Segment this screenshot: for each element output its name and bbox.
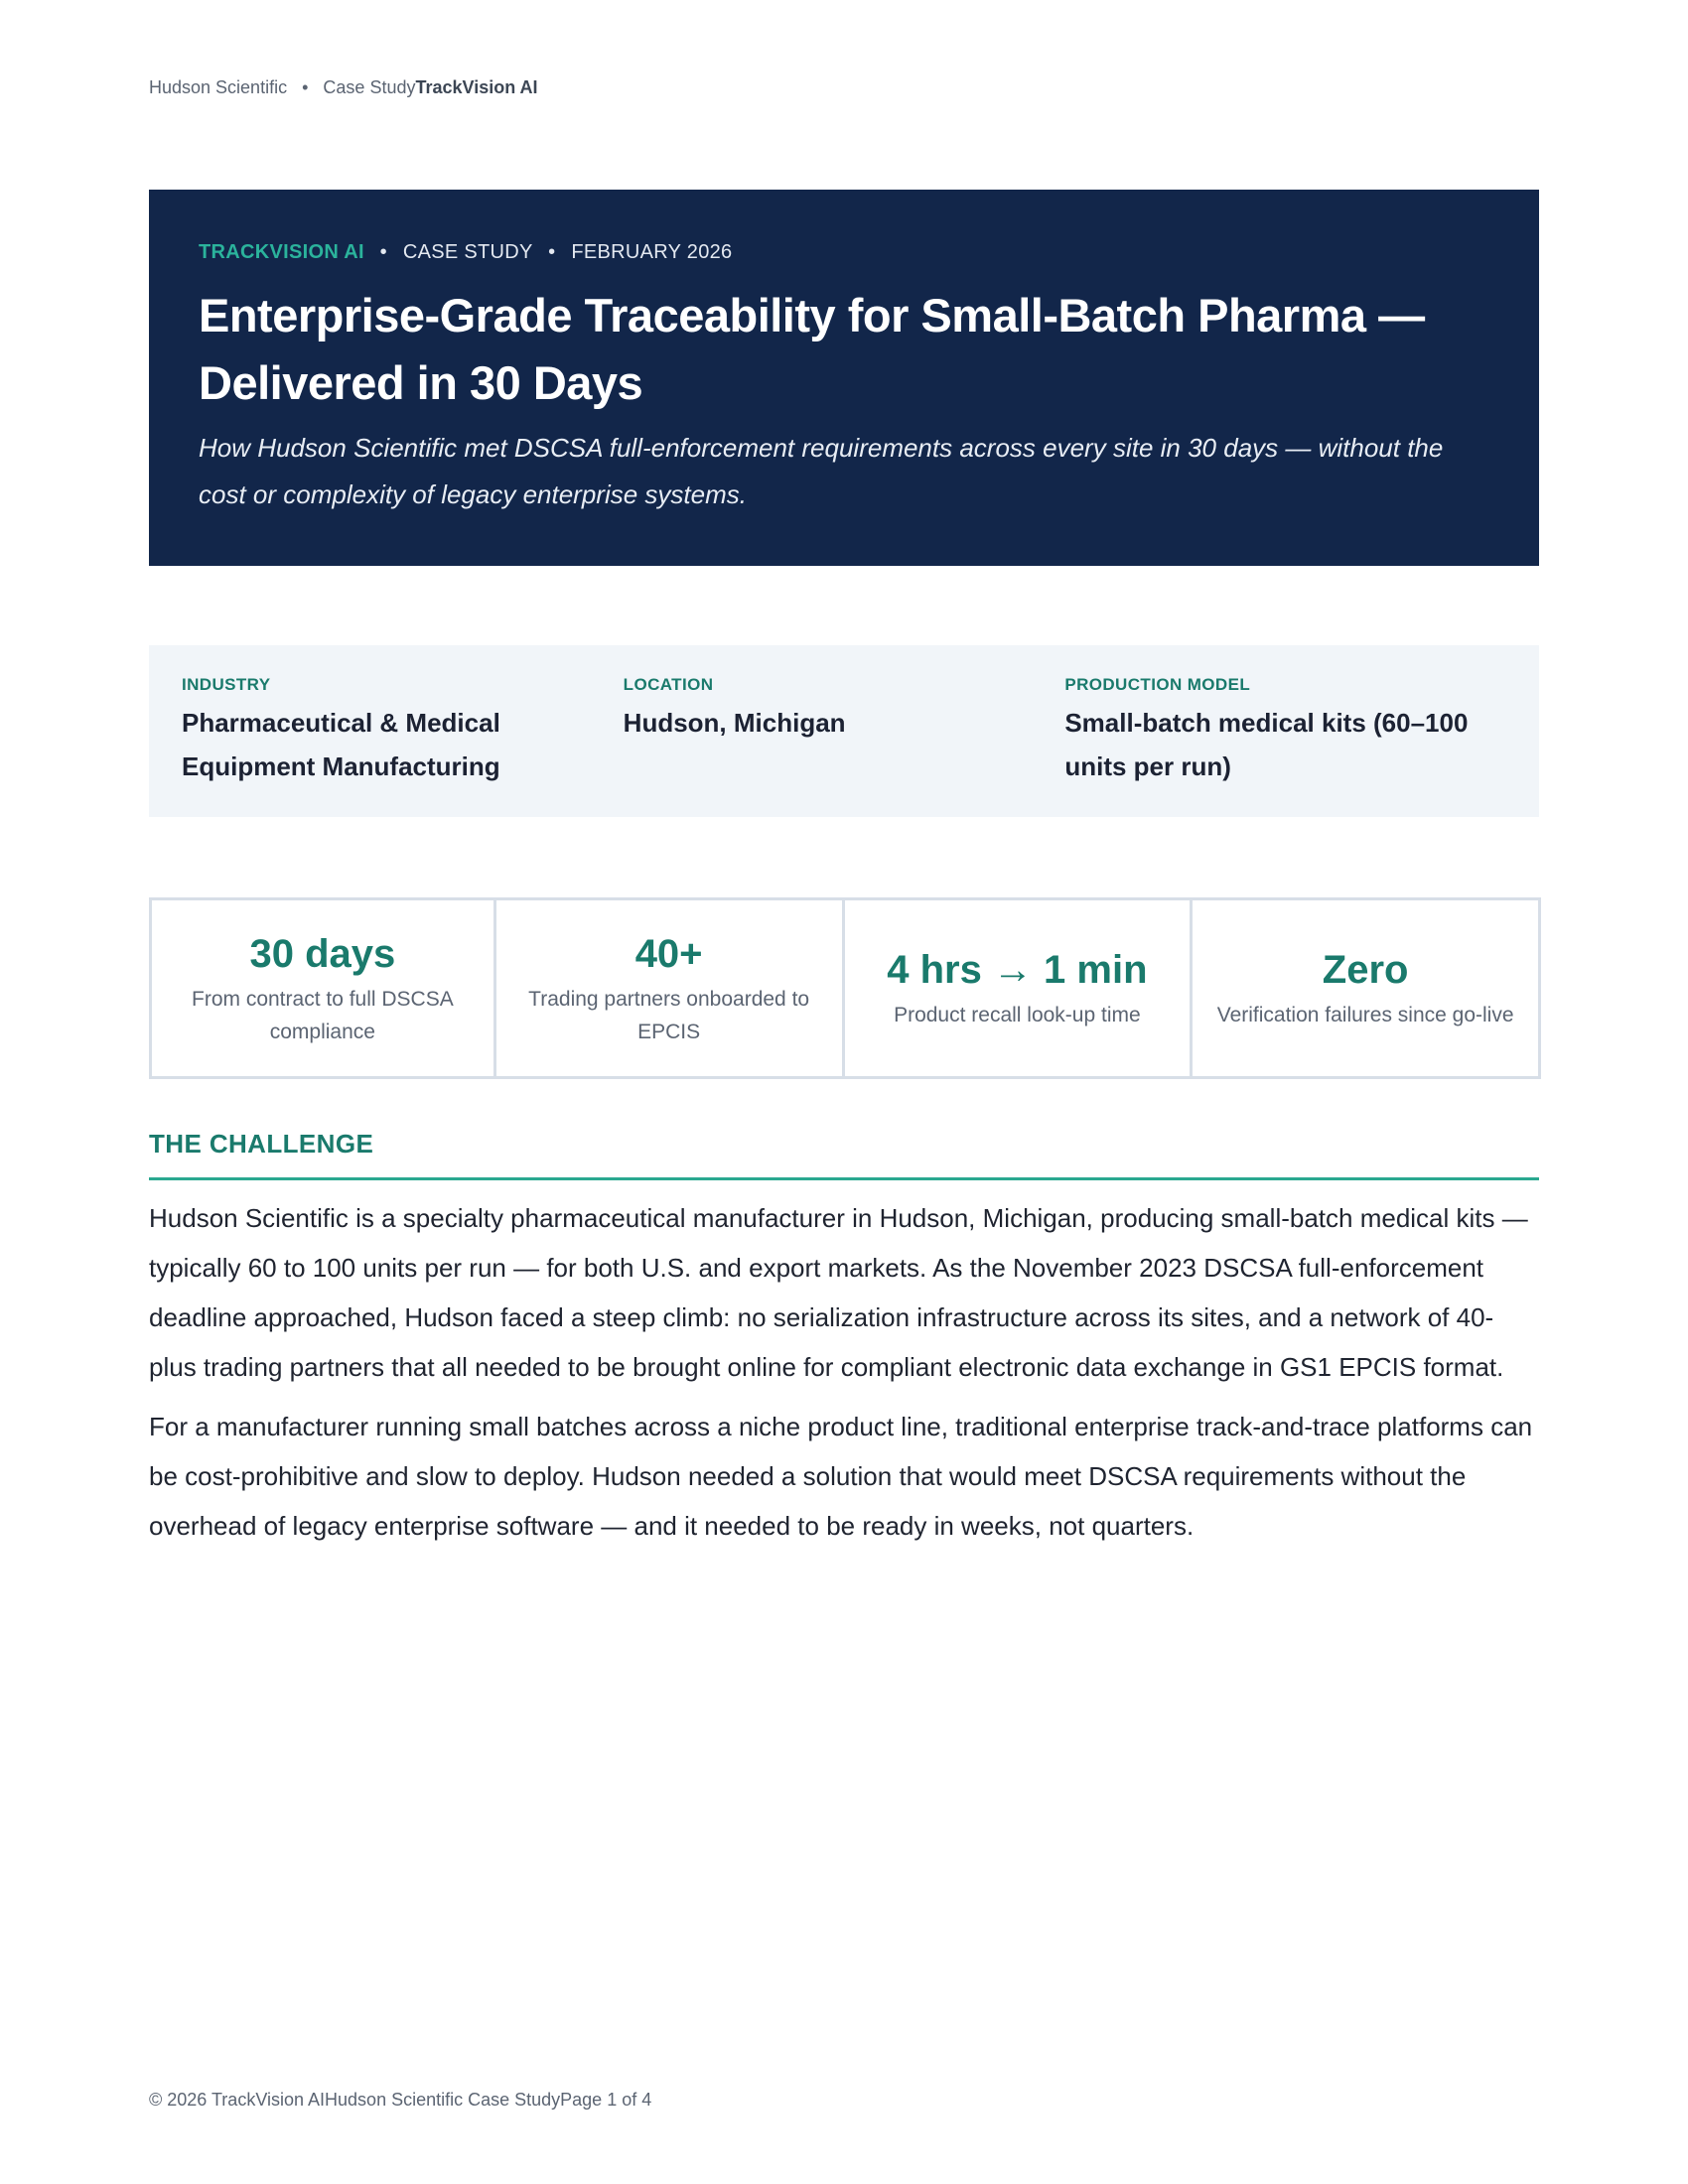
stat-card <box>845 897 1194 1079</box>
stat-value: 4 hrs → 1 min <box>887 948 1148 992</box>
stat-label: Verification failures since go-live <box>1216 1004 1514 1026</box>
stat-value: Zero <box>1322 948 1409 992</box>
key-stats <box>149 897 1541 1079</box>
hero-meta <box>199 241 1489 264</box>
hero-tag: TRACKVISION AI <box>199 241 364 263</box>
body-paragraph: For a manufacturer running small batches across a niche product line, traditional enterprise track-and-trace platforms can be cost-prohibitive and slow to deploy. Hudson needed a solution that would meet DSCSA requirements without the overhead of legacy enterprise software — and it needed to be ready in weeks, not quarters. <box>149 1412 1533 1541</box>
footer-title: Hudson Scientific Case Study <box>325 2090 561 2110</box>
info-value: Small-batch medical kits (60–100 units per run) <box>1064 708 1469 781</box>
info-production-model <box>1064 675 1506 817</box>
info-location <box>624 675 1065 817</box>
stat-label: From contract to full DSCSA compliance <box>192 987 454 1043</box>
page-title: Enterprise-Grade Traceability for Small-Batch Pharma — Delivered in 30 Days <box>199 289 1425 409</box>
info-label: INDUSTRY <box>182 675 271 694</box>
body-paragraph: Hudson Scientific is a specialty pharmaceutical manufacturer in Hudson, Michigan, producing small-batch medical kits — typically 60 to 100 units per run — for both U.S. and export markets. As the November 2023 DSCSA full-enforcement deadline approached, Hudson faced a steep climb: no serialization infrastructure across its sites, and a network of 40-plus trading partners that all needed to be brought online for compliant electronic data exchange in GS1 EPCIS format. <box>149 1203 1528 1382</box>
hero-date: FEBRUARY 2026 <box>571 241 733 263</box>
info-value: Pharmaceutical & Medical Equipment Manufacturing <box>182 708 500 781</box>
running-header <box>149 77 538 98</box>
stat-card <box>1193 897 1541 1079</box>
stat-card <box>149 897 496 1079</box>
page-subtitle: How Hudson Scientific met DSCSA full-enforcement requirements across every site in 30 days — without the cost or complexity of legacy enterprise systems. <box>199 433 1444 509</box>
running-footer <box>149 2090 651 2111</box>
company-info-panel <box>149 645 1539 817</box>
hero-separator-1: • <box>379 241 387 263</box>
stat-label: Trading partners onboarded to EPCIS <box>528 987 810 1043</box>
header-company: Hudson Scientific <box>149 77 288 97</box>
section-title: THE CHALLENGE <box>149 1129 374 1159</box>
hero-separator-2: • <box>548 241 556 263</box>
challenge-body <box>149 1193 1539 1561</box>
stat-label: Product recall look-up time <box>894 1004 1141 1026</box>
info-value: Hudson, Michigan <box>623 708 846 738</box>
footer-page-number: Page 1 of 4 <box>560 2090 652 2110</box>
footer-copyright: © 2026 TrackVision AI <box>149 2090 326 2110</box>
header-separator: • <box>302 77 309 97</box>
info-label: LOCATION <box>623 675 714 694</box>
header-brand: TrackVision AI <box>415 77 538 97</box>
stat-card <box>496 897 845 1079</box>
hero-banner <box>149 190 1539 566</box>
header-doc-type: Case Study <box>323 77 416 97</box>
section-header-challenge <box>149 1126 1539 1180</box>
info-label: PRODUCTION MODEL <box>1064 675 1251 694</box>
hero-category: CASE STUDY <box>402 241 533 263</box>
info-industry <box>182 675 624 817</box>
stat-value: 30 days <box>249 931 396 976</box>
stat-value: 40+ <box>634 931 703 976</box>
